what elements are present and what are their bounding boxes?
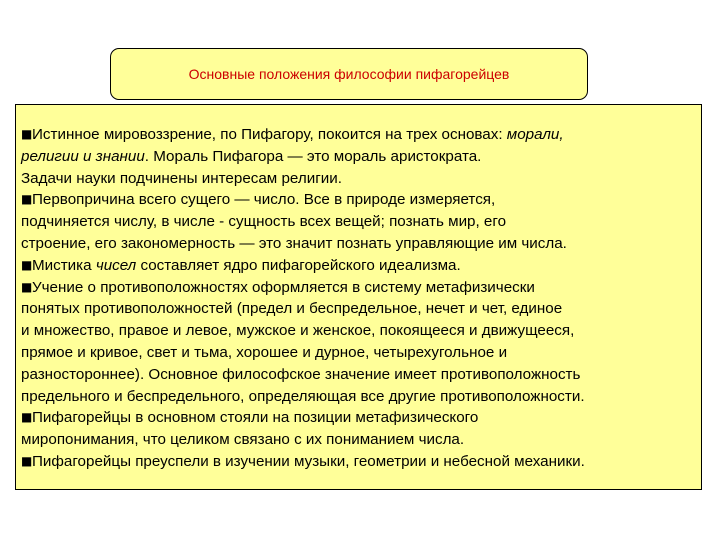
list-item-line [21, 364, 701, 386]
text-run: разностороннее). Основное философское значение имеет противоположность [21, 365, 581, 383]
text-run: составляет ядро пифагорейского идеализма. [136, 256, 461, 274]
text-run: подчиняется числу, в числе - сущность всех вещей; познать мир, его [21, 213, 507, 231]
square-bullet-icon: ■ [21, 192, 33, 207]
list-item-line [21, 168, 701, 190]
text-run: Задачи науки подчинены интересам религии. [21, 169, 342, 187]
text-run: Мистика [32, 256, 96, 274]
square-bullet-icon: ■ [21, 279, 33, 294]
list-item-line [21, 124, 701, 146]
text-run: Пифагорейцы в основном стояли на позиции метафизического [32, 409, 479, 427]
square-bullet-icon: ■ [21, 410, 33, 425]
square-bullet-icon: ■ [21, 127, 33, 141]
list-item-line [21, 451, 701, 473]
list-item-line [21, 407, 701, 429]
list-item-line [21, 146, 701, 168]
content-box [15, 104, 702, 490]
text-run: строение, его закономерность — это значит познать управляющие им числа. [21, 234, 567, 252]
list-item-line [21, 255, 701, 277]
list-item-line [21, 386, 701, 408]
list-item-line [21, 233, 701, 255]
text-run: . Мораль Пифагора — это мораль аристократа. [144, 147, 482, 165]
text-run: прямое и кривое, свет и тьма, хорошее и дурное, четырехугольное и [21, 343, 508, 361]
text-run: Пифагорейцы преуспели в изучении музыки, геометрии и небесной механики. [32, 452, 585, 470]
list-item-line [21, 429, 701, 451]
text-run: понятых противоположностей (предел и беспредельное, нечет и чет, единое [21, 300, 563, 318]
list-item-line [21, 342, 701, 364]
text-run: Учение о противоположностях оформляется в систему метафизически [32, 278, 535, 296]
square-bullet-icon: ■ [21, 257, 33, 272]
list-item-line [21, 189, 701, 211]
list-item-line [21, 298, 701, 320]
italic-run: религии и знании [21, 147, 145, 165]
text-run: и множество, правое и левое, мужское и женское, покоящееся и движущееся, [21, 322, 575, 340]
text-run: Истинное мировоззрение, по Пифагору, покоится на трех основах: [32, 126, 507, 143]
list-item-line [21, 277, 701, 299]
text-run: миропонимания, что целиком связано с их пониманием числа. [21, 431, 465, 449]
italic-run: чисел [95, 256, 137, 274]
text-run: Первопричина всего сущего — число. Все в природе измеряется, [32, 191, 496, 209]
list-item-line [21, 320, 701, 342]
title-text: Основные положения философии пифагорейцев [188, 66, 510, 82]
text-run: предельного и беспредельного, определяющая все другие противоположности. [21, 387, 585, 405]
italic-run: морали, [506, 126, 564, 143]
slide-title [110, 48, 588, 100]
square-bullet-icon: ■ [21, 453, 33, 468]
list-item-line [21, 211, 701, 233]
